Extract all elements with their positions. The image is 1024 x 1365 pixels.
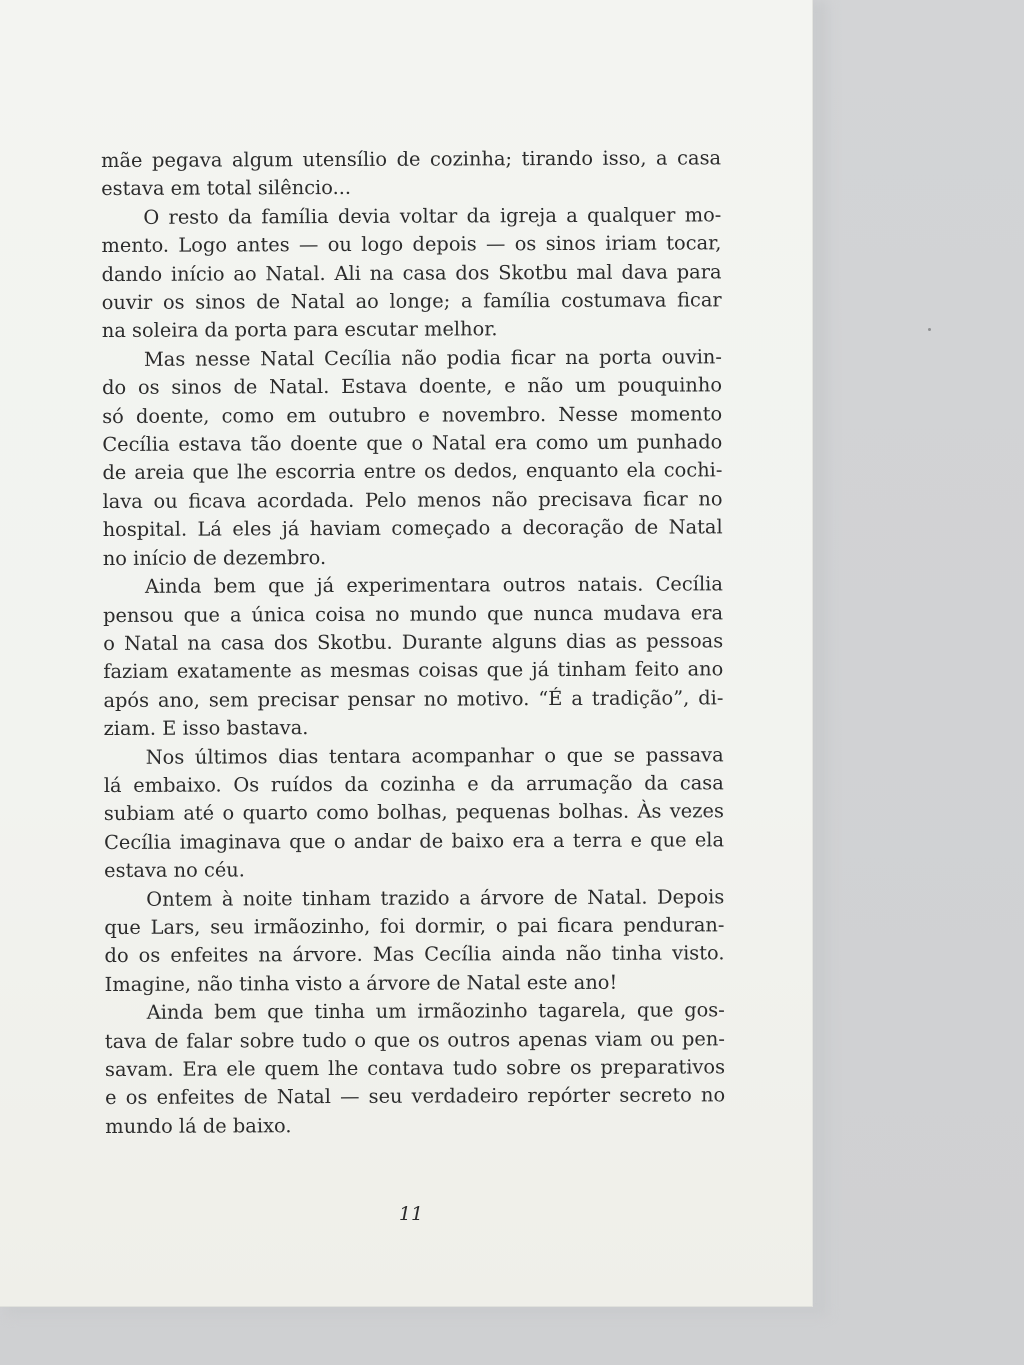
text-line: na soleira da porta para escutar melhor. (101, 317, 498, 343)
text-line: e os enfeites de Natal — seu verdadeiro repórter secreto no (105, 1083, 726, 1110)
text-line: faziam exatamente as mesmas coisas que já tinham feito ano (103, 657, 724, 684)
text-line: mento. Logo antes — ou logo depois — os sinos iriam tocar, (101, 231, 722, 258)
text-line: após ano, sem precisar pensar no motivo. “É a tradição”, di- (103, 686, 724, 712)
text-line: estava em total silêncio... (101, 176, 352, 201)
text-line: pensou que a única coisa no mundo que nunca mudava era (102, 600, 724, 627)
text-line: ziam. E isso bastava. (103, 716, 309, 741)
text-line: ouvir os sinos de Natal ao longe; a família costumava ficar (101, 288, 722, 315)
text-line: Nos últimos dias tentara acompanhar o que se passava (145, 742, 724, 769)
text-line: Ainda bem que já experimentara outros natais. Cecília (144, 572, 723, 598)
text-line: do os enfeites na árvore. Mas Cecília ainda não tinha visto. (104, 941, 725, 968)
text-line: tava de falar sobre tudo o que os outros apenas viam ou pen- (104, 1026, 725, 1053)
page-number: 11 (398, 1203, 424, 1225)
text-line: Cecília estava tão doente que o Natal era como um punhado (102, 430, 723, 457)
text-line: savam. Era ele quem lhe contava tudo sobre os preparativos (104, 1055, 726, 1081)
text-line: hospital. Lá eles já haviam começado a decoração de Natal (102, 515, 723, 542)
text-line: só doente, como em outubro e novembro. Nesse momento (102, 401, 723, 428)
text-line: mundo lá de baixo. (105, 1113, 292, 1138)
body-text (101, 144, 725, 1141)
text-line: lá embaixo. Os ruídos da cozinha e da arrumação da casa (103, 771, 724, 797)
dust-speck (928, 328, 931, 331)
text-line: Cecília imaginava que o andar de baixo era a terra e que ela (103, 828, 725, 854)
text-line: de areia que lhe escorria entre os dedos, enquanto ela cochi- (102, 458, 723, 485)
text-line: Ontem à noite tinham trazido a árvore de Natal. Depois (146, 884, 725, 911)
text-line: do os sinos de Natal. Estava doente, e não um pouquinho (102, 373, 723, 400)
text-line: mãe pegava algum utensílio de cozinha; tirando isso, a casa (101, 146, 722, 172)
text-line: Mas nesse Natal Cecília não podia ficar na porta ouvin- (143, 345, 722, 371)
text-line: Ainda bem que tinha um irmãozinho tagarela, que gos- (146, 998, 725, 1024)
text-line: O resto da família devia voltar da igreja a qualquer mo- (143, 203, 722, 229)
text-line: Imagine, não tinha visto a árvore de Natal este ano! (104, 970, 618, 996)
text-line: estava no céu. (104, 858, 245, 883)
text-line: no início de dezembro. (102, 545, 327, 570)
text-line: que Lars, seu irmãozinho, foi dormir, o pai ficara penduran- (104, 913, 725, 939)
text-line: lava ou ficava acordada. Pelo menos não precisava ficar no (102, 487, 723, 513)
text-line: dando início ao Natal. Ali na casa dos Skotbu mal dava para (101, 259, 722, 286)
text-line: o Natal na casa dos Skotbu. Durante alguns dias as pessoas (103, 629, 724, 655)
text-line: subiam até o quarto como bolhas, pequenas bolhas. Às vezes (103, 799, 724, 826)
